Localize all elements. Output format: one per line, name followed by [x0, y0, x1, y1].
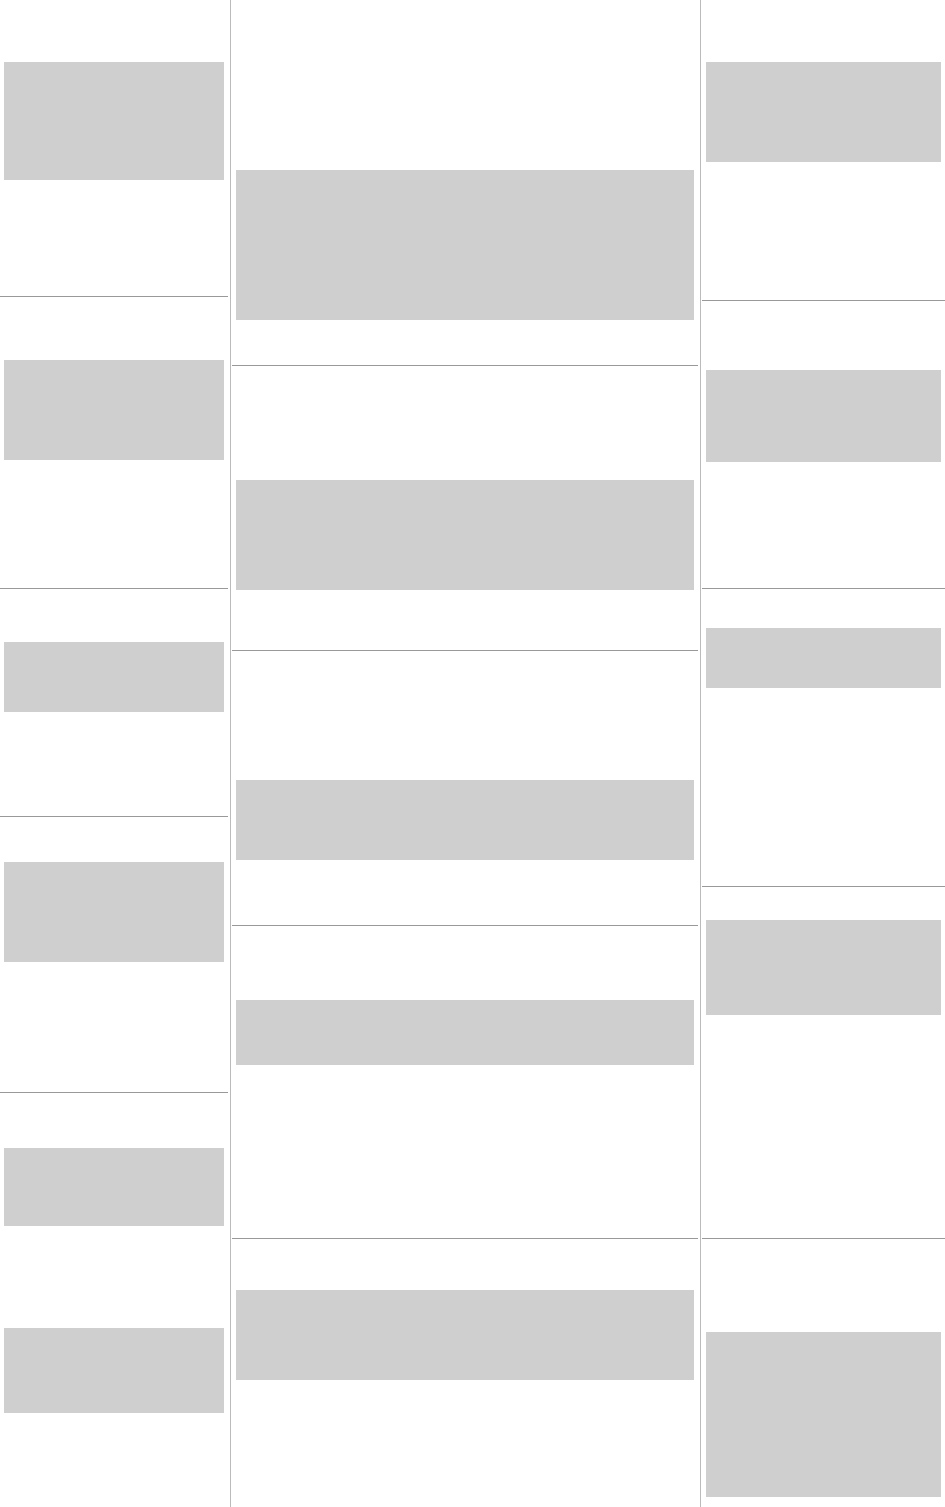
center-column	[232, 0, 698, 1507]
photo	[236, 1290, 694, 1380]
photo	[236, 170, 694, 320]
photo	[706, 628, 941, 688]
photo	[706, 1332, 941, 1497]
section-divider	[0, 816, 228, 817]
section-divider	[702, 886, 945, 887]
photo	[4, 1328, 224, 1413]
photo	[706, 62, 941, 162]
section-divider	[702, 588, 945, 589]
photo	[4, 1148, 224, 1226]
section-divider	[232, 365, 698, 366]
photo	[236, 780, 694, 860]
section-divider	[0, 588, 228, 589]
photo	[4, 360, 224, 460]
photo	[236, 1000, 694, 1065]
right-column	[702, 0, 945, 1507]
photo	[706, 920, 941, 1015]
section-divider	[702, 300, 945, 301]
section-divider	[232, 650, 698, 651]
section-divider	[232, 1238, 698, 1239]
section-divider	[0, 296, 228, 297]
left-column	[0, 0, 228, 1507]
photo	[706, 370, 941, 462]
section-divider	[702, 1238, 945, 1239]
column-divider	[700, 0, 701, 1507]
photo	[4, 862, 224, 962]
section-divider	[232, 925, 698, 926]
photo	[236, 480, 694, 590]
photo	[4, 62, 224, 180]
section-divider	[0, 1092, 228, 1093]
column-divider	[230, 0, 231, 1507]
photo	[4, 642, 224, 712]
